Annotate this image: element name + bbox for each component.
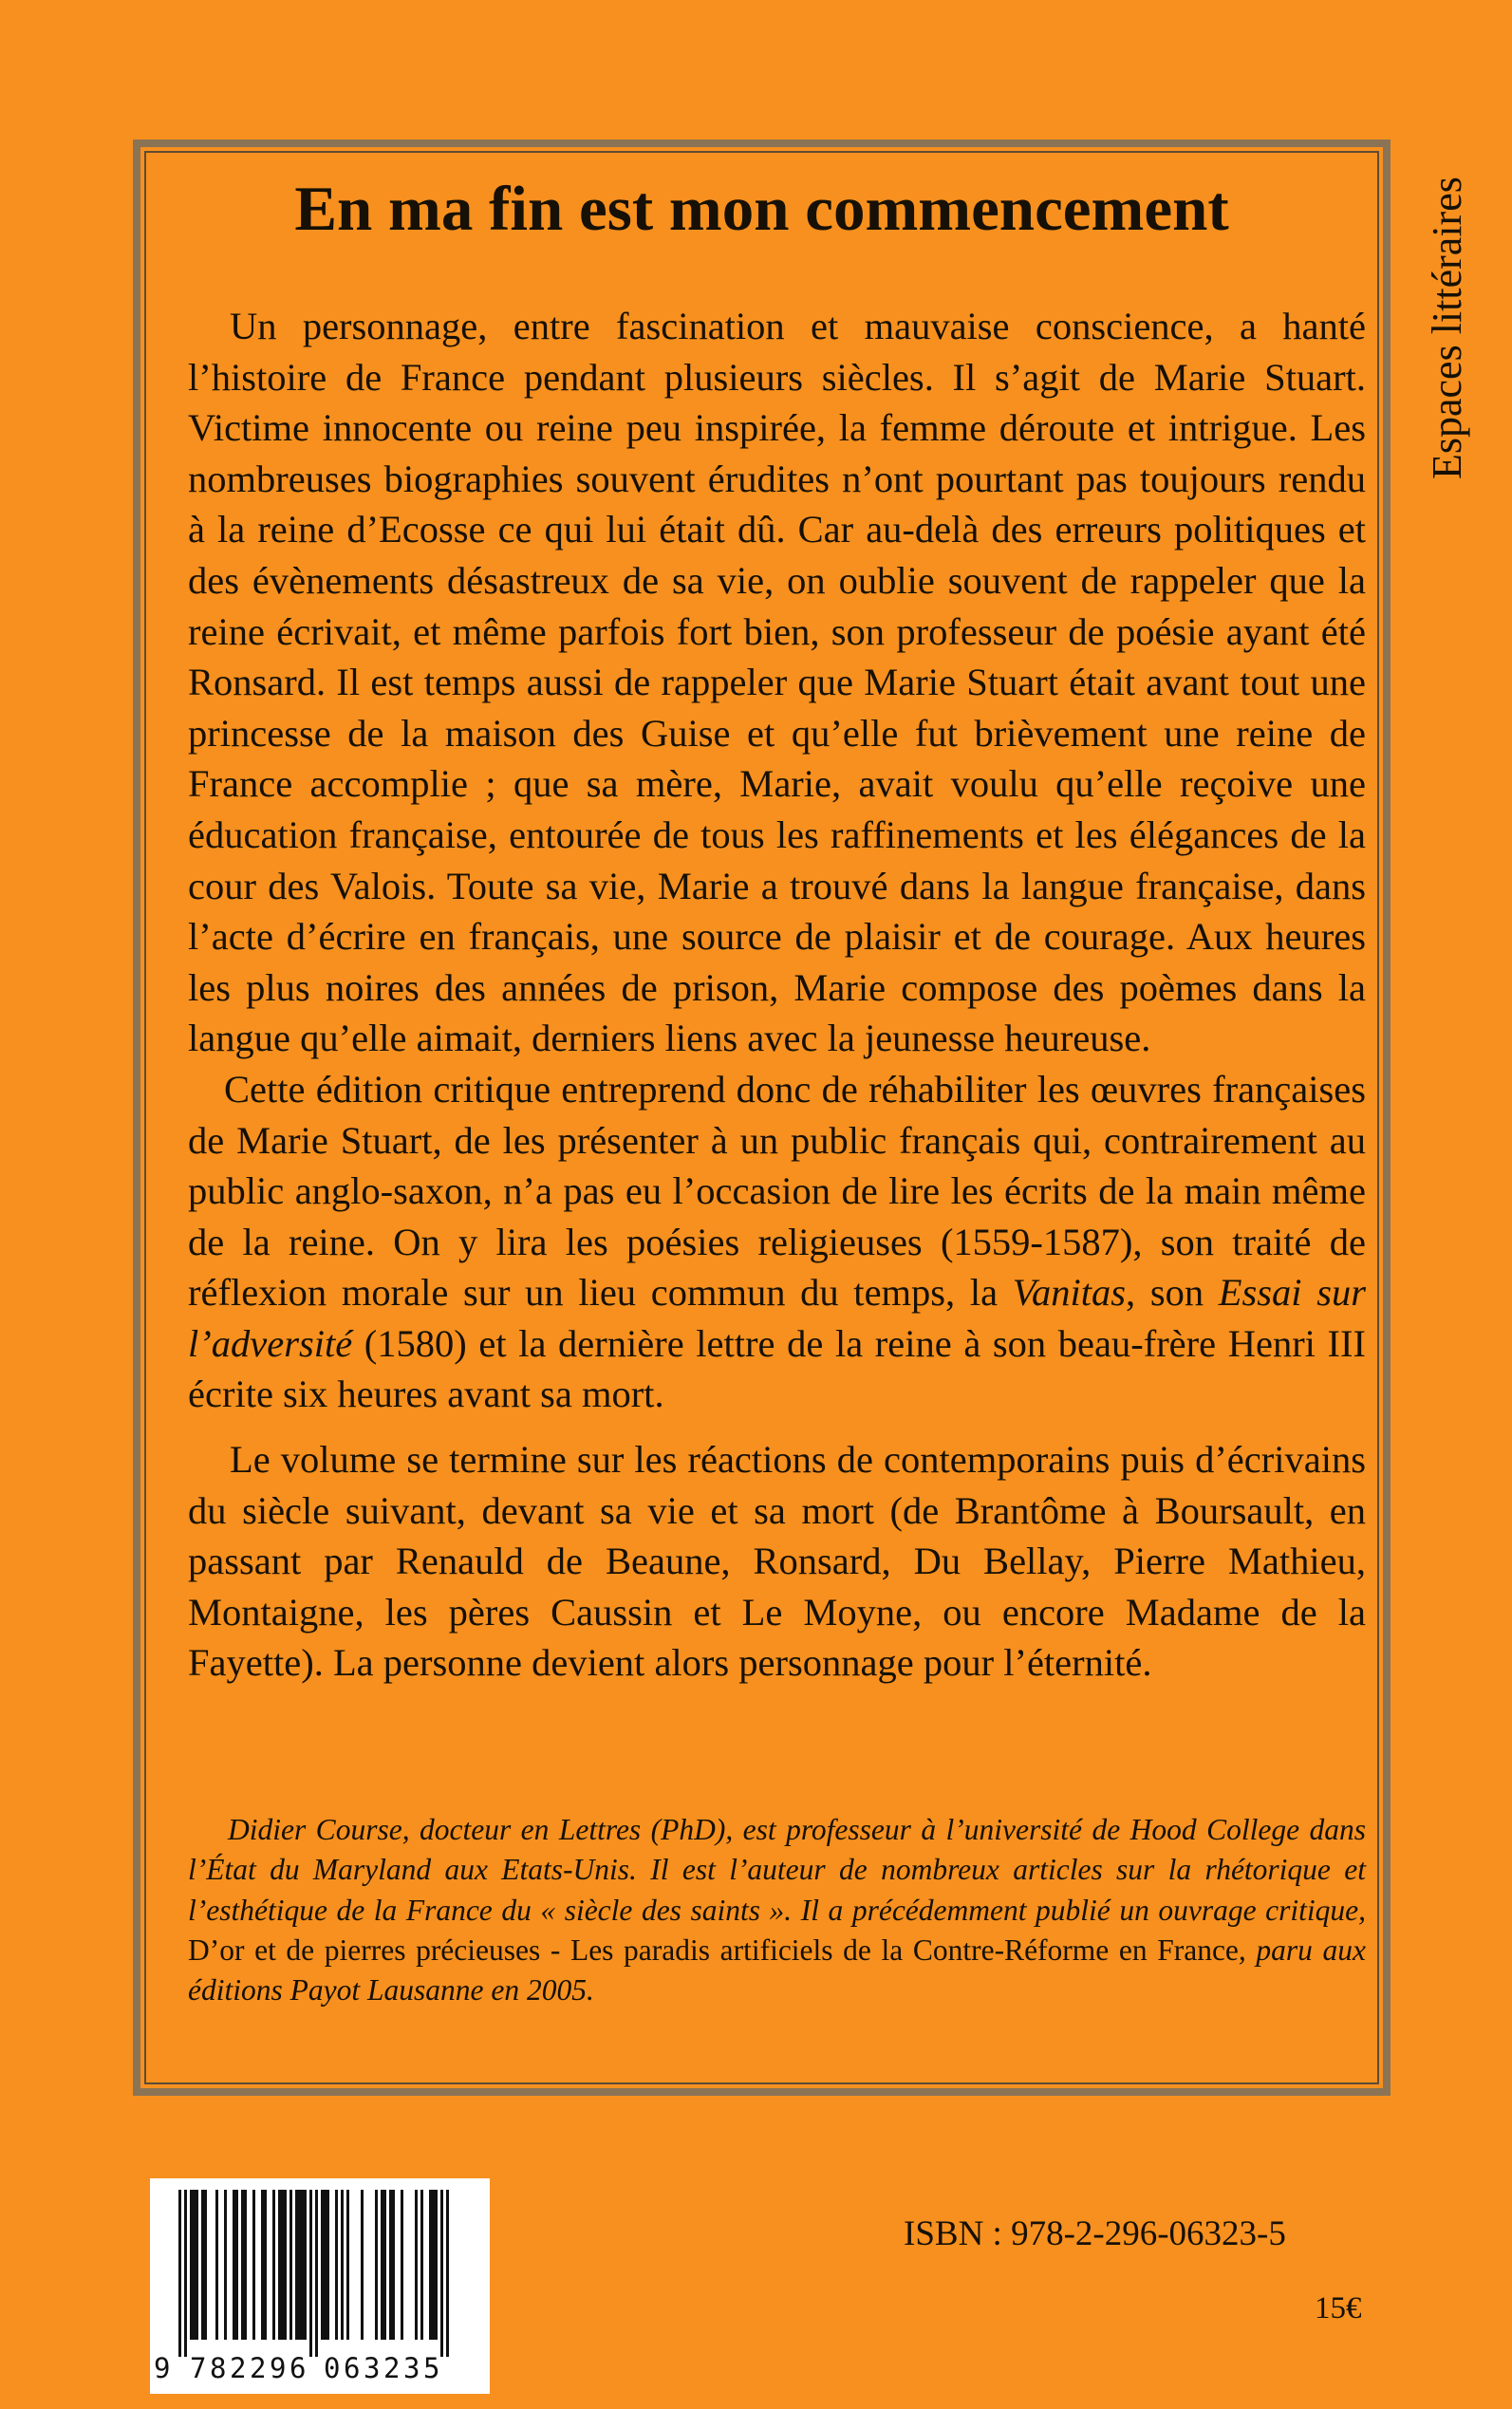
barcode-bar	[204, 2190, 207, 2340]
barcode-digit: 5	[423, 2352, 440, 2384]
barcode-bar	[289, 2190, 292, 2340]
barcode-bar	[252, 2190, 255, 2340]
isbn-number: ISBN : 978-2-296-06323-5	[904, 2214, 1286, 2253]
barcode-bar	[224, 2190, 227, 2340]
paragraph-edition-part-2: , son	[1126, 1271, 1219, 1315]
barcode-bar	[235, 2190, 238, 2340]
barcode-digit: 2	[250, 2352, 267, 2384]
barcode-bar	[178, 2190, 181, 2357]
barcode-bar	[233, 2190, 235, 2340]
barcode-bar	[272, 2190, 275, 2340]
barcode-bar	[432, 2190, 435, 2340]
barcode-bar	[341, 2190, 344, 2340]
paragraph-edition	[188, 1064, 1366, 1420]
paragraph-edition-part-3: (1580) et la dernière lettre de la reine à son beau-frère Henri III écrite six heures avant sa mort.	[188, 1321, 1366, 1416]
barcode-bar	[324, 2190, 327, 2340]
barcode-bar	[383, 2190, 386, 2340]
barcode-bar	[327, 2190, 329, 2340]
barcode-bar	[196, 2190, 198, 2340]
barcode-bar	[381, 2190, 383, 2340]
author-bio	[188, 1810, 1366, 2010]
barcode-bar	[435, 2190, 438, 2340]
barcode-bar	[429, 2190, 432, 2340]
author-bio-part-1: Didier Course, docteur en Lettres (PhD), est professeur à l’université de Hood College dans l’État du Maryland aux Etats-Unis. Il est l’auteur de nombreux articles sur la rhétorique et l’esthétique de la France du « siècle des saints ». Il a précédemment publié un ouvrage critique,	[188, 1813, 1366, 1927]
barcode-bar	[346, 2190, 349, 2340]
barcode-bar	[392, 2190, 395, 2340]
barcode-bar	[193, 2190, 196, 2340]
barcode-bar	[420, 2190, 423, 2340]
barcode-bar	[295, 2190, 298, 2340]
barcode-bar	[415, 2190, 418, 2340]
barcode-digit: 3	[403, 2352, 420, 2384]
barcode-bar	[440, 2190, 443, 2357]
price: 15€	[1315, 2291, 1362, 2325]
barcode-bar	[301, 2190, 304, 2340]
paragraph-edition-part-1: Cette édition critique entreprend donc de réhabiliter les œuvres françaises de Marie Stuart, de les présenter à un public français qui, contrairement au public anglo-saxon, n’a pas eu l’occasion de lire les écrits de la main même de la reine. On y lira les poésies religieuses (1559-1587), son traité de réflexion morale sur un lieu commun du temps, la	[188, 1067, 1366, 1315]
barcode-digit: 0	[324, 2352, 341, 2384]
barcode-bar	[321, 2190, 324, 2340]
barcode-bar	[401, 2190, 403, 2340]
barcode-bar	[304, 2190, 307, 2340]
barcode-digit: 6	[289, 2352, 307, 2384]
book-title: En ma fin est mon commencement	[294, 174, 1229, 244]
barcode-graphic	[150, 2178, 490, 2394]
barcode-bar	[278, 2190, 281, 2340]
barcode-bar	[335, 2190, 338, 2340]
paragraph-intro: Un personnage, entre fascination et mauvaise conscience, a hanté l’histoire de France pendant plusieurs siècles. Il s’agit de Marie Stuart. Victime innocente ou reine peu inspirée, la femme déroute et intrigue. Les nombreuses biographies souvent érudites n’ont pourtant pas toujours rendu à la reine d’Ecosse ce qui lui était dû. Car au-delà des erreurs politiques et des évènements désastreux de sa vie, on oublie souvent de rappeler que la reine écrivait, et même parfois fort bien, son professeur de poésie ayant été Ronsard. Il est temps aussi de rappeler que Marie Stuart était avant tout une princesse de la maison des Guise et qu’elle fut brièvement une reine de France accomplie ; que sa mère, Marie, avait voulu qu’elle reçoive une éducation française, entourée de tous les raffinements et les élégances de la cour des Valois. Toute sa vie, Marie a trouvé dans la langue française, dans l’acte d’écrire en français, une source de plaisir et de courage. Aux heures les plus noires des années de prison, Marie compose des poèmes dans la langue qu’elle aimait, derniers liens avec la jeunesse heureuse.	[188, 305, 1366, 1060]
barcode-digit: 2	[383, 2352, 401, 2384]
series-label: Espaces littéraires	[1424, 177, 1470, 479]
work-title-vanitas: Vanitas	[1012, 1271, 1127, 1315]
barcode-bar	[261, 2190, 264, 2340]
barcode-bar	[361, 2190, 364, 2340]
barcode-bar	[281, 2190, 284, 2340]
barcode-bar	[184, 2190, 187, 2357]
barcode-digit: 7	[190, 2352, 207, 2384]
work-title-essai: Essai sur l’adversité	[188, 1271, 1366, 1365]
barcode-digit: 3	[364, 2352, 381, 2384]
barcode-bar	[315, 2190, 318, 2357]
author-bio-part-2: , paru aux éditions Payot Lausanne en 2005.	[188, 1933, 1366, 2008]
barcode-bar	[190, 2190, 193, 2340]
previous-book-title: D’or et de pierres précieuses - Les paradis artificiels de la Contre-Réforme en France	[188, 1933, 1239, 1967]
barcode	[150, 2178, 490, 2394]
barcode-digit: 9	[154, 2352, 171, 2384]
barcode-bar	[375, 2190, 378, 2340]
barcode-bar	[264, 2190, 267, 2340]
barcode-digit: 8	[210, 2352, 227, 2384]
barcode-bar	[446, 2190, 449, 2357]
barcode-bar	[244, 2190, 247, 2340]
barcode-bar	[241, 2190, 244, 2340]
barcode-bar	[284, 2190, 287, 2340]
barcode-digit: 6	[344, 2352, 361, 2384]
barcode-digit: 2	[230, 2352, 247, 2384]
barcode-bar	[389, 2190, 392, 2340]
barcode-bar	[201, 2190, 204, 2340]
barcode-bar	[298, 2190, 301, 2340]
barcode-bar	[309, 2190, 312, 2357]
paragraph-reactions: Le volume se termine sur les réactions de contemporains puis d’écrivains du siècle suivant, devant sa vie et sa mort (de Brantôme à Boursault, en passant par Renauld de Beaune, Ronsard, Du Bellay, Pierre Mathieu, Montaigne, les pères Caussin et Le Moyne, ou encore Madame de la Fayette). La personne devient alors personnage pour l’éternité.	[188, 1438, 1366, 1685]
description-text	[188, 301, 1366, 1689]
barcode-bar	[215, 2190, 218, 2340]
barcode-digit: 9	[270, 2352, 287, 2384]
